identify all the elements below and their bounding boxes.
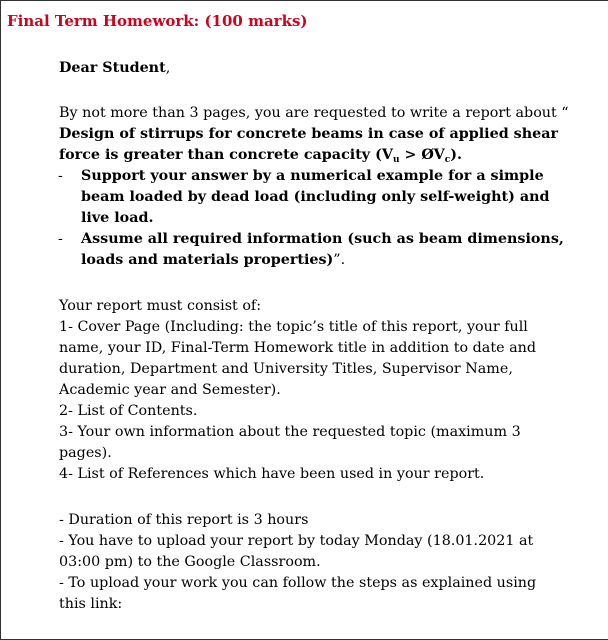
report-line: 3- Your own information about the requested topic (maximum 3 xyxy=(59,424,521,440)
subscript-u: u xyxy=(392,155,400,165)
bullet-2-line xyxy=(81,250,345,271)
report-line: Academic year and Semester). xyxy=(59,382,281,398)
report-line: 4- List of References which have been used in your report. xyxy=(59,466,485,482)
topic-gt: > ØV xyxy=(399,147,445,163)
bullet-1-line: live load. xyxy=(81,210,154,226)
report-line: duration, Department and University Titles, Supervisor Name, xyxy=(59,361,513,377)
report-heading: Your report must consist of: xyxy=(59,298,262,314)
bullet-dash: - xyxy=(58,168,63,184)
greeting-name: Dear Student xyxy=(59,60,166,76)
bullet-1-line: Support your answer by a numerical example for a simple xyxy=(81,168,544,184)
greeting-punct: , xyxy=(165,60,171,76)
subscript-c: c xyxy=(444,155,451,165)
note-line: - You have to upload your report by today Monday (18.01.2021 at xyxy=(59,533,534,549)
report-line: pages). xyxy=(59,445,112,461)
report-line: name, your ID, Final-Term Homework title in addition to date and xyxy=(59,340,536,356)
topic-line-2 xyxy=(59,145,462,166)
intro-lead: By not more than 3 pages, you are requested to write a report about “ xyxy=(59,105,569,121)
bullet-2-closing: ”. xyxy=(333,252,346,268)
greeting xyxy=(59,58,170,79)
bullet-2-line: Assume all required information (such as beam dimensions, xyxy=(81,231,564,247)
note-line: this link: xyxy=(59,596,123,612)
report-line: 2- List of Contents. xyxy=(59,403,198,419)
bullet-1-line: beam loaded by dead load (including only self-weight) and xyxy=(81,189,550,205)
topic-line-2-post: ). xyxy=(450,147,462,163)
bullet-2-text: loads and materials properties) xyxy=(81,252,334,268)
report-line: 1- Cover Page (Including: the topic’s title of this report, your full xyxy=(59,319,528,335)
note-line: 03:00 pm) to the Google Classroom. xyxy=(59,554,321,570)
bullet-dash: - xyxy=(58,231,63,247)
note-line: - Duration of this report is 3 hours xyxy=(59,512,309,528)
topic-line-1: Design of stirrups for concrete beams in case of applied shear xyxy=(59,126,559,142)
topic-line-2-pre: force is greater than concrete capacity (V xyxy=(59,147,393,163)
note-line: - To upload your work you can follow the steps as explained using xyxy=(59,575,537,591)
page-title: Final Term Homework: (100 marks) xyxy=(7,12,308,30)
